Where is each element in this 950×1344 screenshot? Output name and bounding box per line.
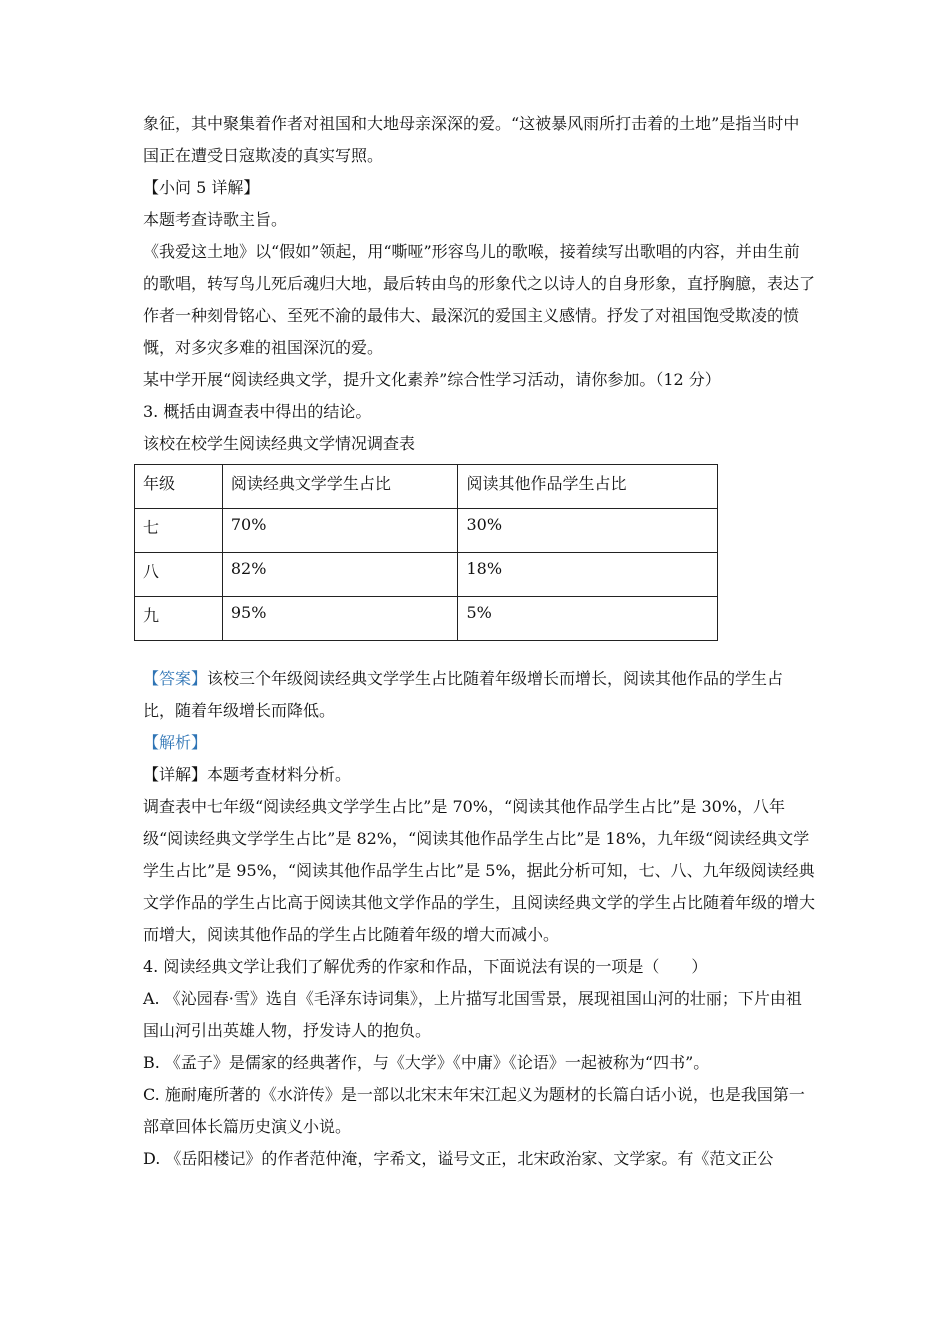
table-row [135,597,718,641]
table-cell: 八 [135,553,223,597]
table-row [135,553,718,597]
answer-text: 该校三个年级阅读经典文学学生占比随着年级增长而增长，阅读其他作品的学生占比，随着年级增长而降低。 [143,669,784,720]
option-c: C. 施耐庵所著的《水浒传》是一部以北宋末年宋江起义为题材的长篇白话小说，也是我国第一部章回体长篇历史演义小说。 [143,1085,805,1136]
section-heading: 【小问 5 详解】 [143,178,260,197]
detail-tag: 【详解】 [143,765,208,784]
table-cell: 95% [222,597,458,641]
header-cell: 年级 [135,465,223,509]
header-cell: 阅读经典文学学生占比 [222,465,458,509]
option-b: B. 《孟子》是儒家的经典著作，与《大学》《中庸》《论语》一起被称为“四书”。 [143,1053,710,1072]
table-cell: 七 [135,509,223,553]
option-a: A. 《沁园春·雪》选自《毛泽东诗词集》，上片描写北国雪景，展现祖国山河的壮丽；下片由祖国山河引出英雄人物，抒发诗人的抱负。 [143,989,802,1040]
paragraph: 《我爱这土地》以“假如”领起，用“嘶哑”形容鸟儿的歌喉，接着续写出歌唱的内容，并由生前的歌唱，转写鸟儿死后魂归大地，最后转由鸟的形象代之以诗人的自身形象，直抒胸臆，表达了作者一种刻骨铭心、至死不渝的最伟大、最深沉的爱国主义感情。抒发了对祖国饱受欺凌的愤慨，对多灾多难的祖国深沉的爱。 [143,242,816,357]
table-cell: 70% [222,509,458,553]
table-cell: 82% [222,553,458,597]
table-cell: 九 [135,597,223,641]
paragraph: 某中学开展“阅读经典文学，提升文化素养”综合性学习活动，请你参加。（12 分） [143,370,721,389]
question-3: 3. 概括由调查表中得出的结论。 [143,402,372,421]
paragraph: 象征，其中聚集着作者对祖国和大地母亲深深的爱。“这被暴风雨所打击着的土地”是指当时中国正在遭受日寇欺凌的真实写照。 [143,114,800,165]
survey-table [134,464,718,641]
table-cell: 18% [458,553,718,597]
table-header-row [135,465,718,509]
answer-tag: 【答案】 [143,669,208,688]
table-caption: 该校在校学生阅读经典文学情况调查表 [143,434,416,453]
question-4: 4. 阅读经典文学让我们了解优秀的作家和作品，下面说法有误的一项是（ ） [143,957,708,976]
paragraph: 调查表中七年级“阅读经典文学学生占比”是 70%，“阅读其他作品学生占比”是 30%，八年级“阅读经典文学学生占比”是 82%，“阅读其他作品学生占比”是 18%，九年级“阅读经典文学学生占比”是 95%，“阅读其他作品学生占比”是 5%，据此分析可知，七、八、九年级阅读经典文学作品的学生占比高于阅读其他文学作品的学生，且阅读经典文学的学生占比随着年级的增大而增大，阅读其他作品的学生占比随着年级的增大而减小。 [143,797,816,944]
answer-paragraph [143,663,815,727]
option-d: D. 《岳阳楼记》的作者范仲淹，字希文，谥号文正，北宋政治家、文学家。有《范文正公 [143,1149,774,1168]
paragraph: 本题考查诗歌主旨。 [143,210,288,229]
table-cell: 5% [458,597,718,641]
analysis-tag: 【解析】 [143,733,208,752]
table-cell: 30% [458,509,718,553]
detail-paragraph [143,759,815,791]
header-cell: 阅读其他作品学生占比 [458,465,718,509]
table-row [135,509,718,553]
detail-text: 本题考查材料分析。 [207,765,352,784]
document-page [143,108,815,1175]
